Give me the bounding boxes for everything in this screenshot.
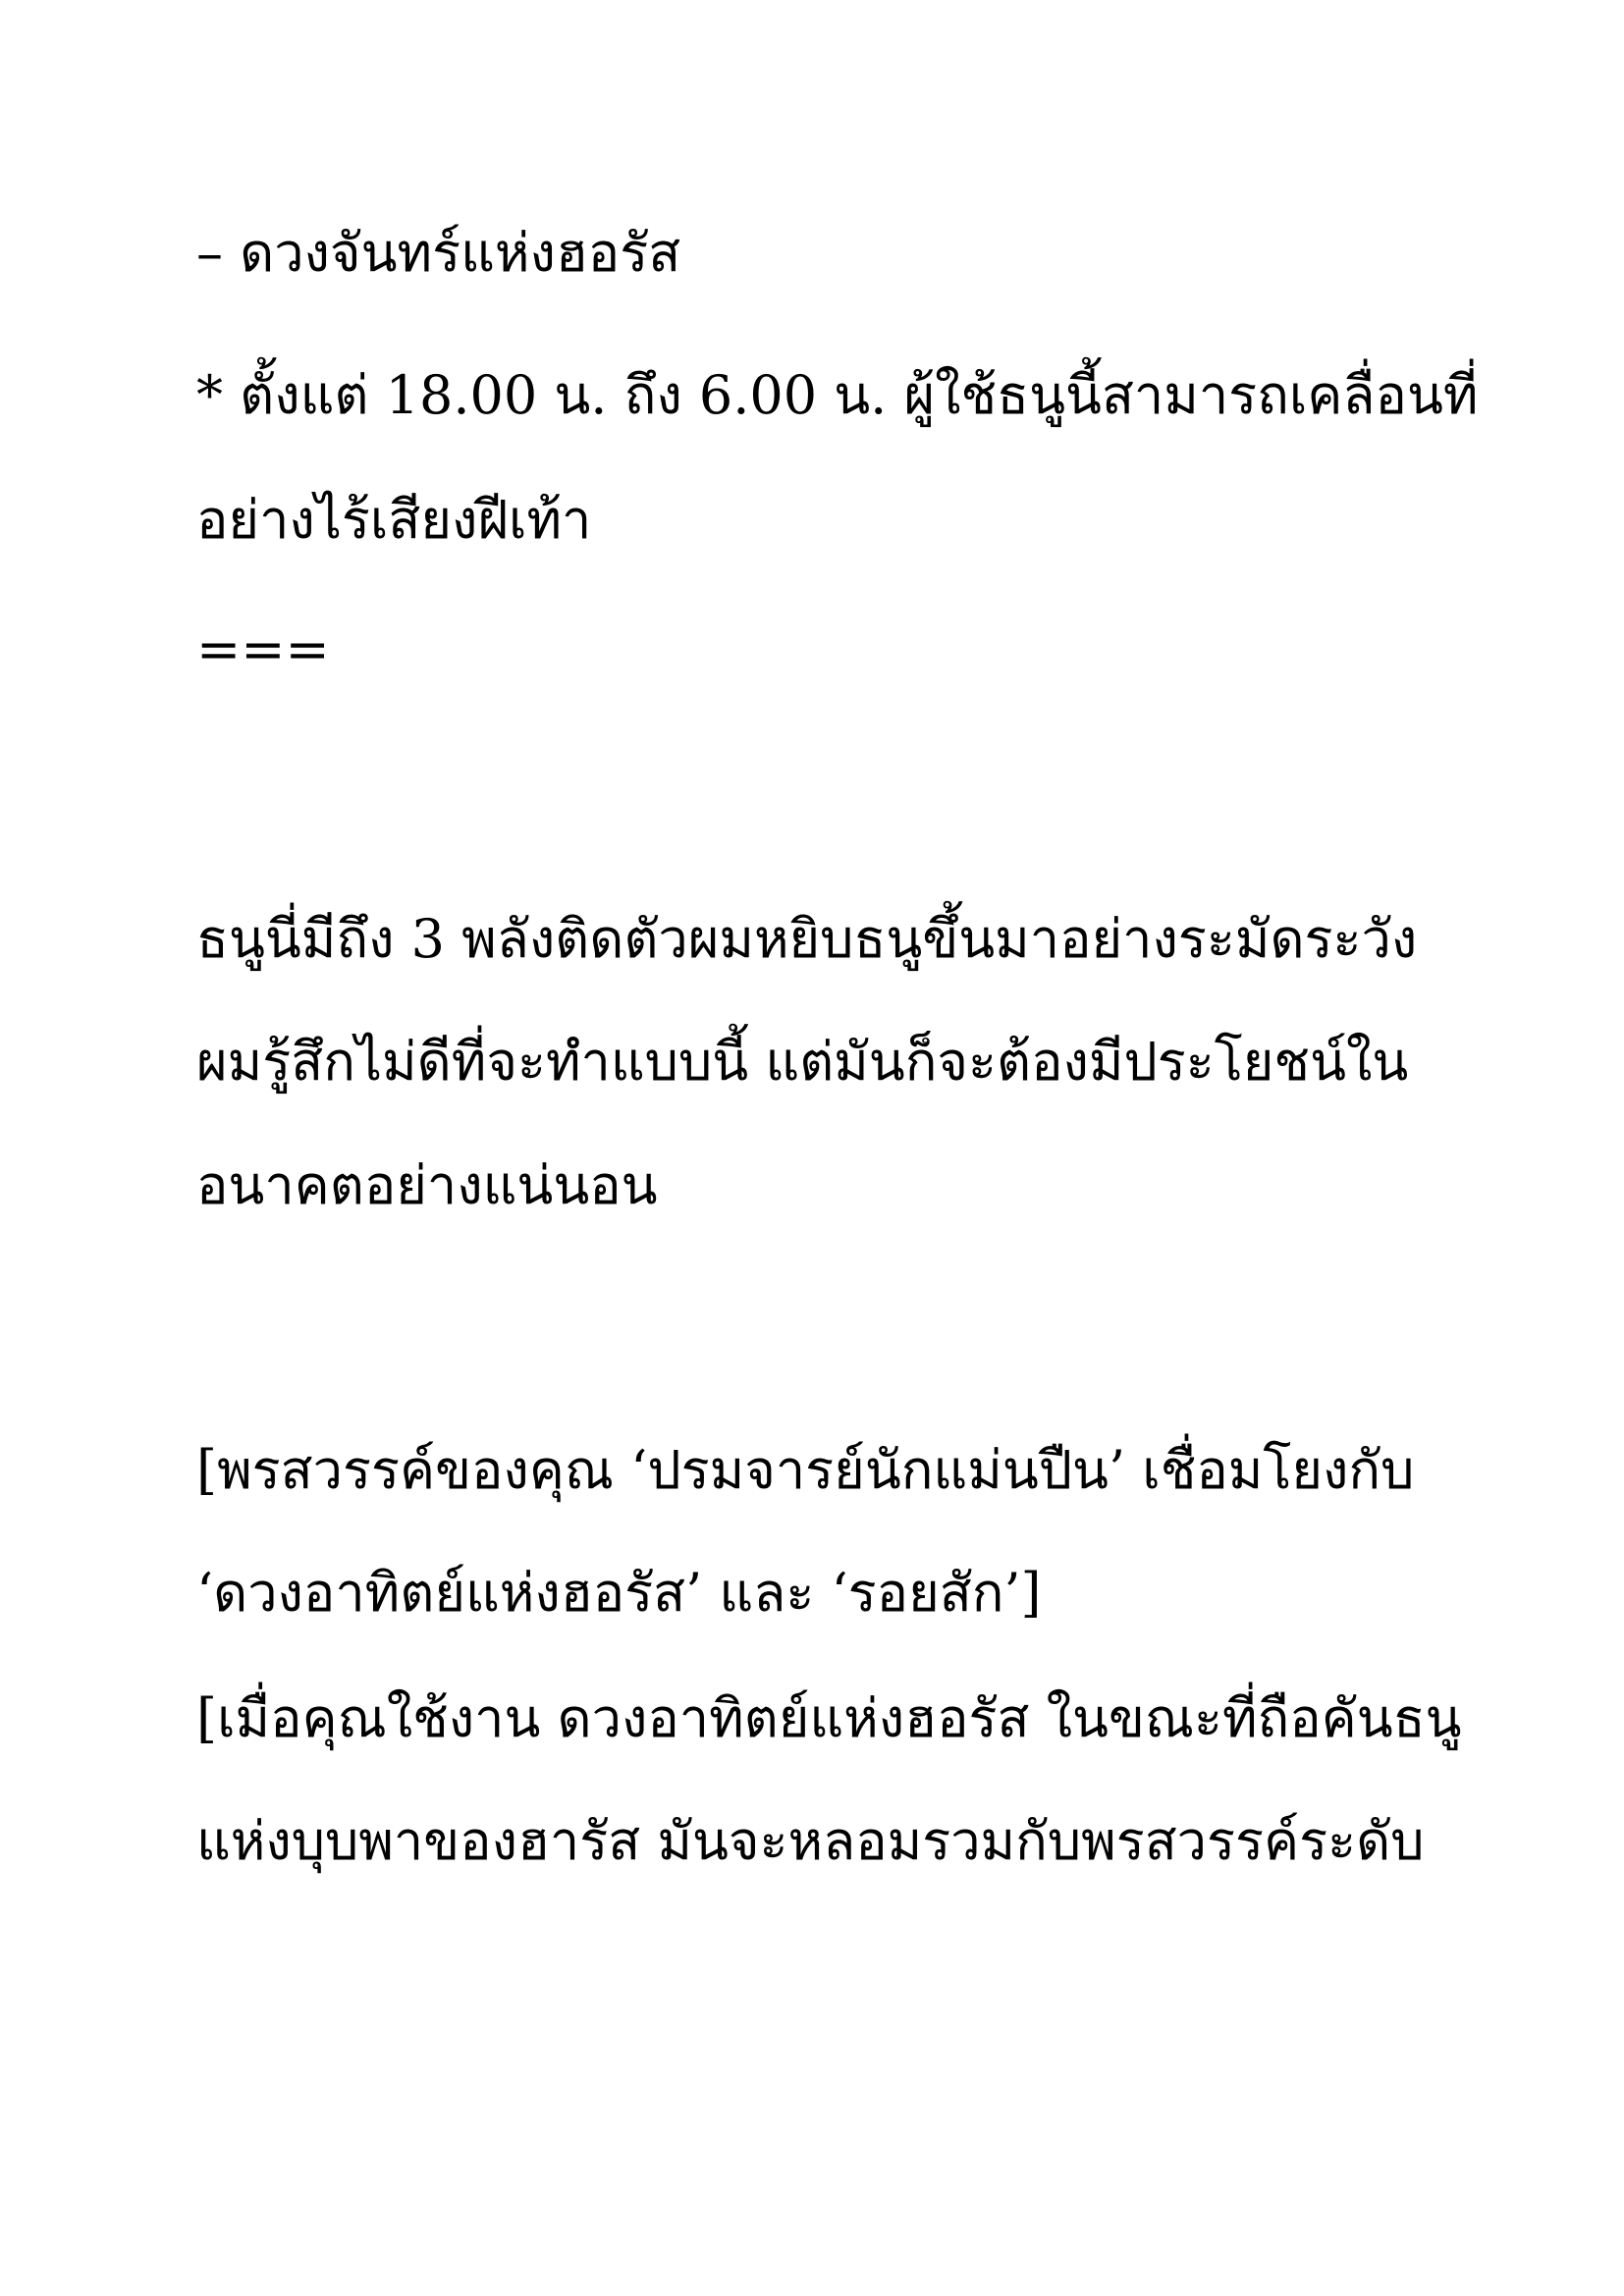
system-message-line: [เมื่อคุณใช้งาน ดวงอาทิตย์แห่งฮอรัส ในขณะที่ถือคันธนู (196, 1687, 1462, 1749)
system-message-line: ‘ดวงอาทิตย์แห่งฮอรัส’ และ ‘รอยสัก’] (196, 1562, 1042, 1624)
paragraph-line: ธนูนี่มีถึง 3 พลังติดตัวผมหยิบธนูขึ้นมาอย่างระมัดระวัง (196, 908, 1418, 970)
item-effect-line-1: * ตั้งแต่ 18.00 น. ถึง 6.00 น. ผู้ใช้ธนูนี้สามารถเคลื่อนที่ (196, 364, 1479, 426)
paragraph-line: อนาคตอย่างแน่นอน (196, 1154, 658, 1216)
paragraph-line: ผมรู้สึกไม่ดีที่จะทำแบบนี้ แต่มันก็จะต้องมีประโยชน์ใน (196, 1031, 1409, 1093)
item-moon-of-horus: – ดวงจันทร์แห่งฮอรัส (196, 222, 681, 284)
item-effect-line-2: อย่างไร้เสียงฝีเท้า (196, 489, 592, 551)
system-message-line: [พรสวรรค์ของคุณ ‘ปรมจารย์นักแม่นปืน’ เชื่อมโยงกับ (196, 1439, 1415, 1501)
system-message-line: แห่งบุบพาของฮารัส มันจะหลอมรวมกับพรสวรรค์ระดับ (196, 1810, 1425, 1872)
section-separator: === (196, 618, 330, 680)
